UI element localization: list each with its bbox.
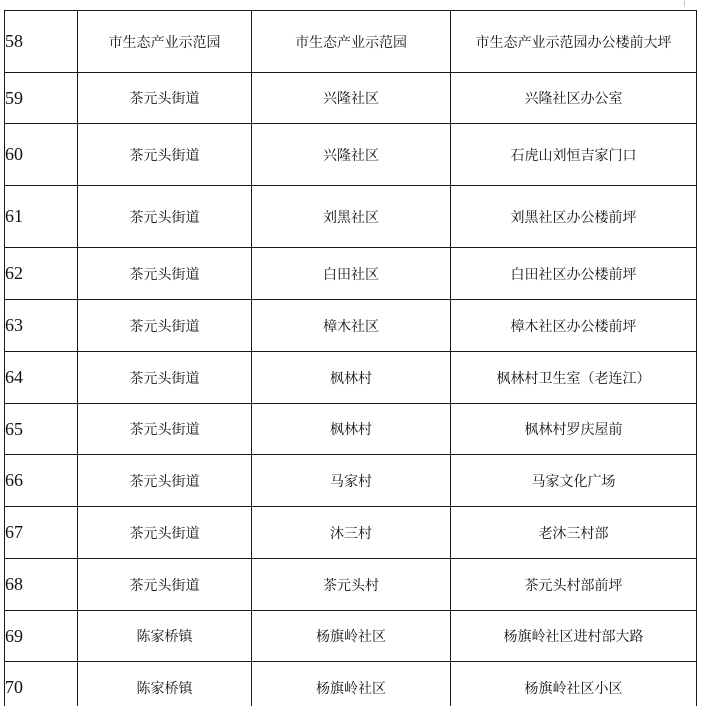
row-number: 59 — [5, 73, 78, 124]
row-number: 69 — [5, 611, 78, 662]
row-number: 58 — [5, 11, 78, 73]
town-cell: 茶元头街道 — [78, 352, 252, 404]
table-row — [5, 507, 697, 559]
site-cell: 刘黑社区办公楼前坪 — [451, 186, 697, 248]
page-top-margin — [0, 0, 703, 10]
row-number: 60 — [5, 124, 78, 186]
table-row — [5, 186, 697, 248]
site-cell: 樟木社区办公楼前坪 — [451, 300, 697, 352]
town-cell: 茶元头街道 — [78, 186, 252, 248]
site-cell: 枫林村卫生室（老连江） — [451, 352, 697, 404]
row-number: 61 — [5, 186, 78, 248]
town-cell: 茶元头街道 — [78, 404, 252, 455]
community-cell: 枫林村 — [252, 404, 451, 455]
town-cell: 市生态产业示范园 — [78, 11, 252, 73]
table-row — [5, 404, 697, 455]
site-cell: 杨旗岭社区进村部大路 — [451, 611, 697, 662]
site-cell: 枫林村罗庆屋前 — [451, 404, 697, 455]
site-cell: 杨旗岭社区小区 — [451, 662, 697, 706]
community-cell: 马家村 — [252, 455, 451, 507]
table-row — [5, 73, 697, 124]
community-cell: 沐三村 — [252, 507, 451, 559]
table-row — [5, 559, 697, 611]
site-cell: 市生态产业示范园办公楼前大坪 — [451, 11, 697, 73]
table-row — [5, 300, 697, 352]
site-cell: 老沐三村部 — [451, 507, 697, 559]
community-cell: 兴隆社区 — [252, 73, 451, 124]
community-cell: 茶元头村 — [252, 559, 451, 611]
site-cell: 茶元头村部前坪 — [451, 559, 697, 611]
table-row — [5, 352, 697, 404]
town-cell: 茶元头街道 — [78, 559, 252, 611]
row-number: 66 — [5, 455, 78, 507]
town-cell: 陈家桥镇 — [78, 611, 252, 662]
town-cell: 茶元头街道 — [78, 455, 252, 507]
town-cell: 茶元头街道 — [78, 507, 252, 559]
page-corner-mark — [684, 0, 685, 7]
table-row — [5, 611, 697, 662]
community-cell: 樟木社区 — [252, 300, 451, 352]
community-cell: 市生态产业示范园 — [252, 11, 451, 73]
town-cell: 茶元头街道 — [78, 73, 252, 124]
site-cell: 马家文化广场 — [451, 455, 697, 507]
table-row — [5, 455, 697, 507]
table-row — [5, 11, 697, 73]
table-row — [5, 124, 697, 186]
table-row — [5, 662, 697, 706]
row-number: 70 — [5, 662, 78, 706]
row-number: 67 — [5, 507, 78, 559]
community-cell: 兴隆社区 — [252, 124, 451, 186]
site-cell: 兴隆社区办公室 — [451, 73, 697, 124]
community-cell: 白田社区 — [252, 248, 451, 300]
community-cell: 杨旗岭社区 — [252, 662, 451, 706]
row-number: 68 — [5, 559, 78, 611]
community-cell: 杨旗岭社区 — [252, 611, 451, 662]
town-cell: 茶元头街道 — [78, 124, 252, 186]
community-cell: 枫林村 — [252, 352, 451, 404]
row-number: 64 — [5, 352, 78, 404]
site-table — [4, 10, 697, 706]
row-number: 63 — [5, 300, 78, 352]
site-cell: 石虎山刘恒吉家门口 — [451, 124, 697, 186]
town-cell: 茶元头街道 — [78, 300, 252, 352]
site-cell: 白田社区办公楼前坪 — [451, 248, 697, 300]
town-cell: 陈家桥镇 — [78, 662, 252, 706]
community-cell: 刘黑社区 — [252, 186, 451, 248]
row-number: 65 — [5, 404, 78, 455]
row-number: 62 — [5, 248, 78, 300]
town-cell: 茶元头街道 — [78, 248, 252, 300]
table-row — [5, 248, 697, 300]
